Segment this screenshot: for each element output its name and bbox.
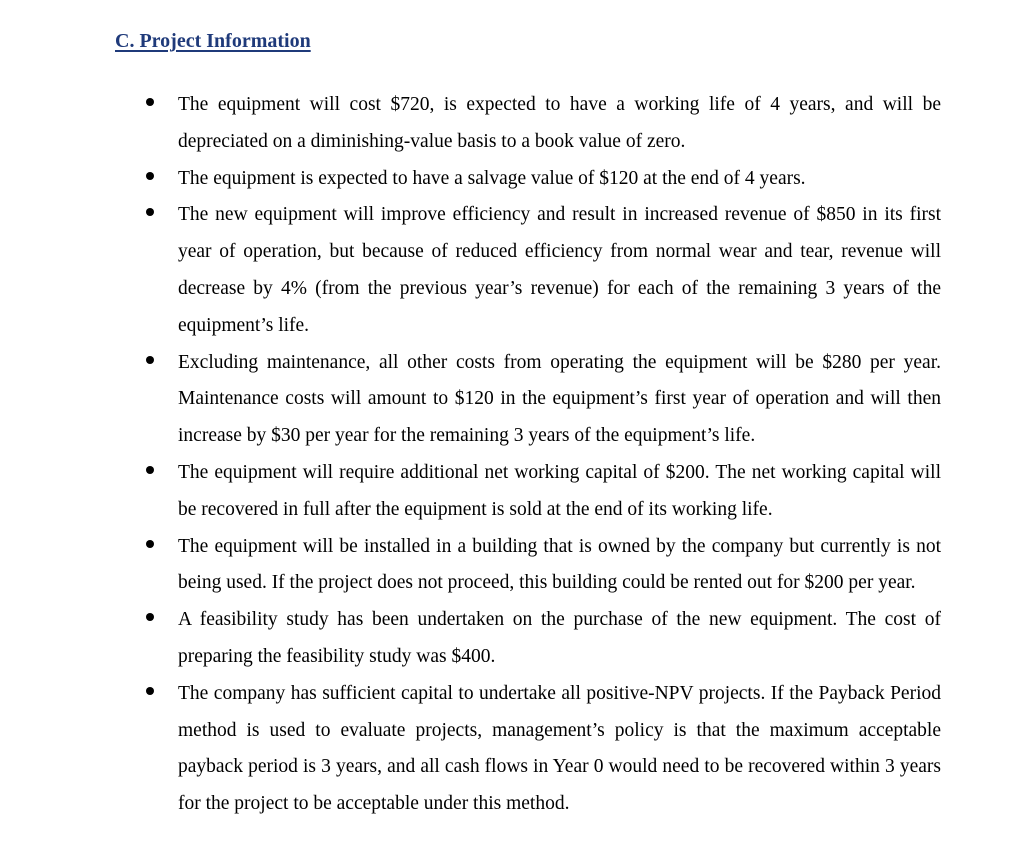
bullet-icon — [146, 356, 154, 364]
bullet-text: The new equipment will improve efficiency and result in increased revenue of $850 in its first year of operation, but because of reduced efficiency from normal wear and tear, revenue will decrease by 4% (from the previous year’s revenue) for each of the remaining 3 years of the equipment’s life. — [178, 204, 941, 336]
bullet-text: A feasibility study has been undertaken on the purchase of the new equipment. The cost of preparing the feasibility study was $400. — [178, 609, 941, 667]
list-item — [145, 602, 941, 676]
section-heading: C. Project Information — [115, 30, 311, 52]
bullet-text: The company has sufficient capital to undertake all positive-NPV projects. If the Payback Period method is used to evaluate projects, management’s policy is that the maximum acceptable payback period is 3 years, and all cash flows in Year 0 would need to be recovered within 3 years for the project to be acceptable under this method. — [178, 682, 941, 815]
bullet-icon — [146, 208, 154, 216]
bullet-icon — [146, 466, 154, 474]
bullet-text: Excluding maintenance, all other costs from operating the equipment will be $280 per year. Maintenance costs will amount to $120 in the equipment’s first year of operation and will then increase by $30 per year for the remaining 3 years of the equipment’s life. — [178, 351, 941, 447]
list-item — [145, 161, 941, 198]
project-info-list — [145, 87, 941, 823]
list-item — [145, 87, 941, 161]
bullet-icon — [146, 98, 154, 106]
bullet-icon — [146, 540, 154, 548]
list-item — [145, 676, 941, 823]
bullet-text: The equipment will require additional net working capital of $200. The net working capital will be recovered in full after the equipment is sold at the end of its working life. — [178, 461, 941, 520]
bullet-icon — [146, 687, 154, 695]
list-item — [145, 197, 941, 344]
bullet-text: The equipment will be installed in a building that is owned by the company but currently is not being used. If the project does not proceed, this building could be rented out for $200 per year. — [178, 535, 941, 594]
bullet-icon — [146, 172, 154, 180]
bullet-text: The equipment will cost $720, is expected to have a working life of 4 years, and will be depreciated on a diminishing-value basis to a book value of zero. — [178, 94, 941, 152]
list-item — [145, 345, 941, 455]
list-item — [145, 455, 941, 529]
bullet-text: The equipment is expected to have a salvage value of $120 at the end of 4 years. — [178, 167, 806, 189]
list-item — [145, 529, 941, 603]
bullet-icon — [146, 613, 154, 621]
